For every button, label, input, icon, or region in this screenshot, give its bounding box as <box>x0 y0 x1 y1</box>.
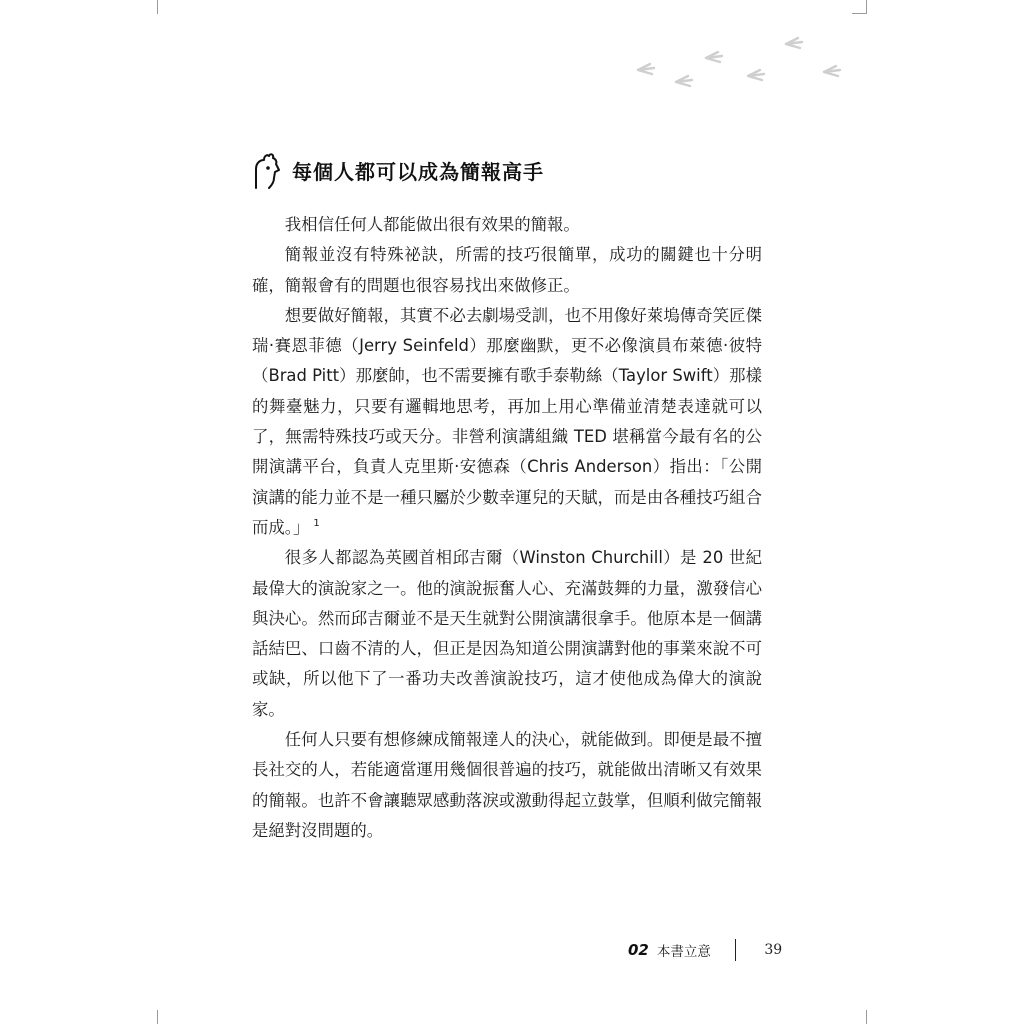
crop-mark-top-left <box>157 0 158 14</box>
page-number: 39 <box>764 942 783 958</box>
paragraph-2: 簡報並沒有特殊祕訣，所需的技巧很簡單，成功的關鍵也十分明確，簡報會有的問題也很容易找出來做修正。 <box>252 245 762 295</box>
crop-mark-top-right-horizontal <box>852 13 867 14</box>
crop-mark-bottom-left <box>157 1010 158 1024</box>
page-footer <box>628 938 782 962</box>
body-text <box>252 210 762 846</box>
crop-mark-top-right <box>866 0 867 14</box>
paragraph-5: 任何人只要有想修練成簡報達人的決心，就能做到。即便是最不擅長社交的人，若能適當運用幾個很普遍的技巧，就能做出清晰又有效果的簡報。也許不會讓聽眾感動落淚或激動得起立鼓掌，但順利做完簡報是絕對沒問題的。 <box>252 730 762 840</box>
crop-mark-bottom-right <box>866 1010 867 1024</box>
section-heading <box>252 148 544 192</box>
chicken-head-icon <box>252 151 280 189</box>
footer-divider <box>735 939 737 961</box>
flying-birds-icon <box>630 30 860 100</box>
footnote-marker[interactable]: 1 <box>313 517 320 529</box>
chapter-title: 本書立意 <box>656 944 711 960</box>
paragraph-4: 很多人都認為英國首相邱吉爾（Winston Churchill）是 20 世紀最偉大的演說家之一。他的演說振奮人心、充滿鼓舞的力量，激發信心與決心。然而邱吉爾並不是天生就對公開演講很拿手。他原本是一個講話結巴、口齒不清的人，但正是因為知道公開演講對他的事業來說不可或缺，所以他下了一番功夫改善演說技巧，這才使他成為偉大的演說家。 <box>252 548 762 719</box>
section-title: 每個人都可以成為簡報高手 <box>292 159 544 184</box>
chapter-number: 02 <box>628 941 649 959</box>
paragraph-3: 想要做好簡報，其實不必去劇場受訓，也不用像好萊塢傳奇笑匠傑瑞·賽恩菲德（Jerry Seinfeld）那麼幽默，更不必像演員布萊德·彼特（Brad Pitt）那麼帥，也不需要擁有歌手泰勒絲（Taylor Swift）那樣的舞臺魅力，只要有邏輯地思考，再加上用心準備並清楚表達就可以了，無需特殊技巧或天分。非營利演講組織 TED 堪稱當今最有名的公開演講平台，負責人克里斯·安德森（Chris Anderson）指出：「公開演講的能力並不是一種只屬於少數幸運兒的天賦，而是由各種技巧組合而成。」 $^1$ <box>252 305 762 537</box>
paragraph-1: 我相信任何人都能做出很有效果的簡報。 <box>284 215 580 234</box>
